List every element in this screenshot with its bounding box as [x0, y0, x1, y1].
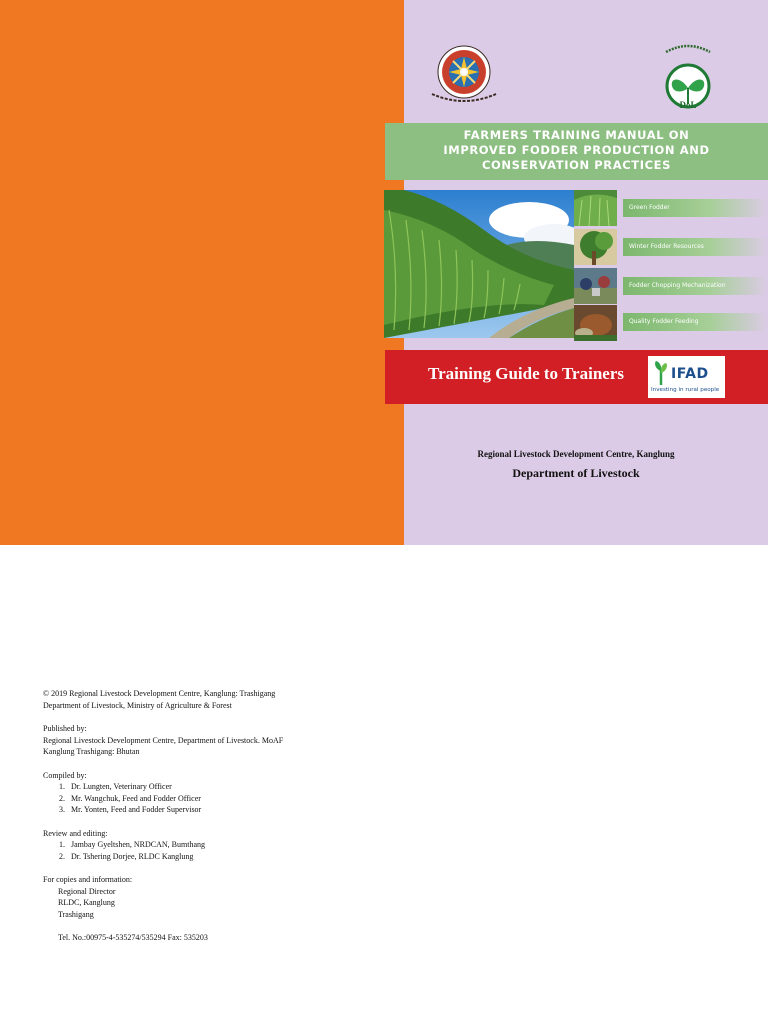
compiled-label: Compiled by:: [43, 770, 87, 780]
telephone-fax-line: Tel. No.:00975-4-535274/535294 Fax: 535203: [58, 933, 208, 942]
centre-name: Regional Livestock Development Centre, Kanglung: [477, 449, 675, 459]
title-line-1: FARMERS TRAINING MANUAL ON: [463, 128, 690, 142]
ifad-tagline: Investing in rural people: [651, 387, 720, 393]
published-line-1: Regional Livestock Development Centre, Department of Livestock. MoAF: [43, 735, 284, 745]
guide-title: Training Guide to Trainers: [428, 364, 624, 383]
reviewer-item: 1. Jambay Gyeltshen, NRDCAN, Bumthang: [67, 839, 373, 851]
copyright-line-1: © 2019 Regional Livestock Development Centre, Kanglung: Trashigang: [43, 689, 276, 698]
title-line-2: IMPROVED FODDER PRODUCTION AND: [443, 143, 710, 157]
published-label: Published by:: [43, 724, 87, 733]
compiled-item: 2. Mr. Wangchuk, Feed and Fodder Officer: [67, 793, 373, 805]
imprint-section: [43, 688, 373, 944]
green-fodder-thumbnail: [574, 190, 617, 226]
reviewer-item: 2. Dr. Tshering Dorjee, RLDC Kanglung: [67, 851, 373, 863]
reviewer-list: [43, 839, 373, 862]
category-fodder-chopping-mechanization: Fodder Chopping Mechanization: [623, 277, 768, 295]
quality-fodder-feeding-thumbnail: [574, 305, 617, 341]
contact-line-1: Regional Director: [58, 886, 116, 896]
dol-label: DoL: [679, 100, 697, 110]
compiled-list: [43, 781, 373, 816]
copies-label: For copies and information:: [43, 875, 133, 884]
compiled-item: 3. Mr. Yonten, Feed and Fodder Supervisor: [67, 804, 373, 816]
department-name: Department of Livestock: [512, 466, 640, 480]
ifad-sprout-icon: [652, 359, 670, 385]
dol-logo: [660, 42, 716, 114]
compiled-item: 1. Dr. Lungten, Veterinary Officer: [67, 781, 373, 793]
ifad-logo: [648, 356, 725, 398]
royal-emblem-logo: [426, 42, 502, 112]
fodder-chopping-thumbnail: [574, 268, 617, 304]
orange-back-cover-panel: [0, 0, 404, 545]
copyright-line-2: Department of Livestock, Ministry of Agriculture & Forest: [43, 700, 232, 710]
category-green-fodder: Green Fodder: [623, 199, 768, 217]
title-band: [385, 123, 768, 180]
review-label: Review and editing:: [43, 828, 108, 838]
category-quality-fodder-feeding: Quality Fodder Feeding: [623, 313, 768, 331]
napier-grass-photo: [384, 190, 574, 338]
category-winter-fodder-resources: Winter Fodder Resources: [623, 238, 768, 256]
contact-line-2: RLDC, Kanglung: [58, 898, 115, 907]
winter-fodder-thumbnail: [574, 229, 617, 265]
published-line-2: Kanglung Trashigang: Bhutan: [43, 747, 140, 756]
contact-line-3: Trashigang: [58, 909, 94, 919]
title-line-3: CONSERVATION PRACTICES: [481, 158, 671, 172]
ifad-name: IFAD: [671, 366, 709, 382]
